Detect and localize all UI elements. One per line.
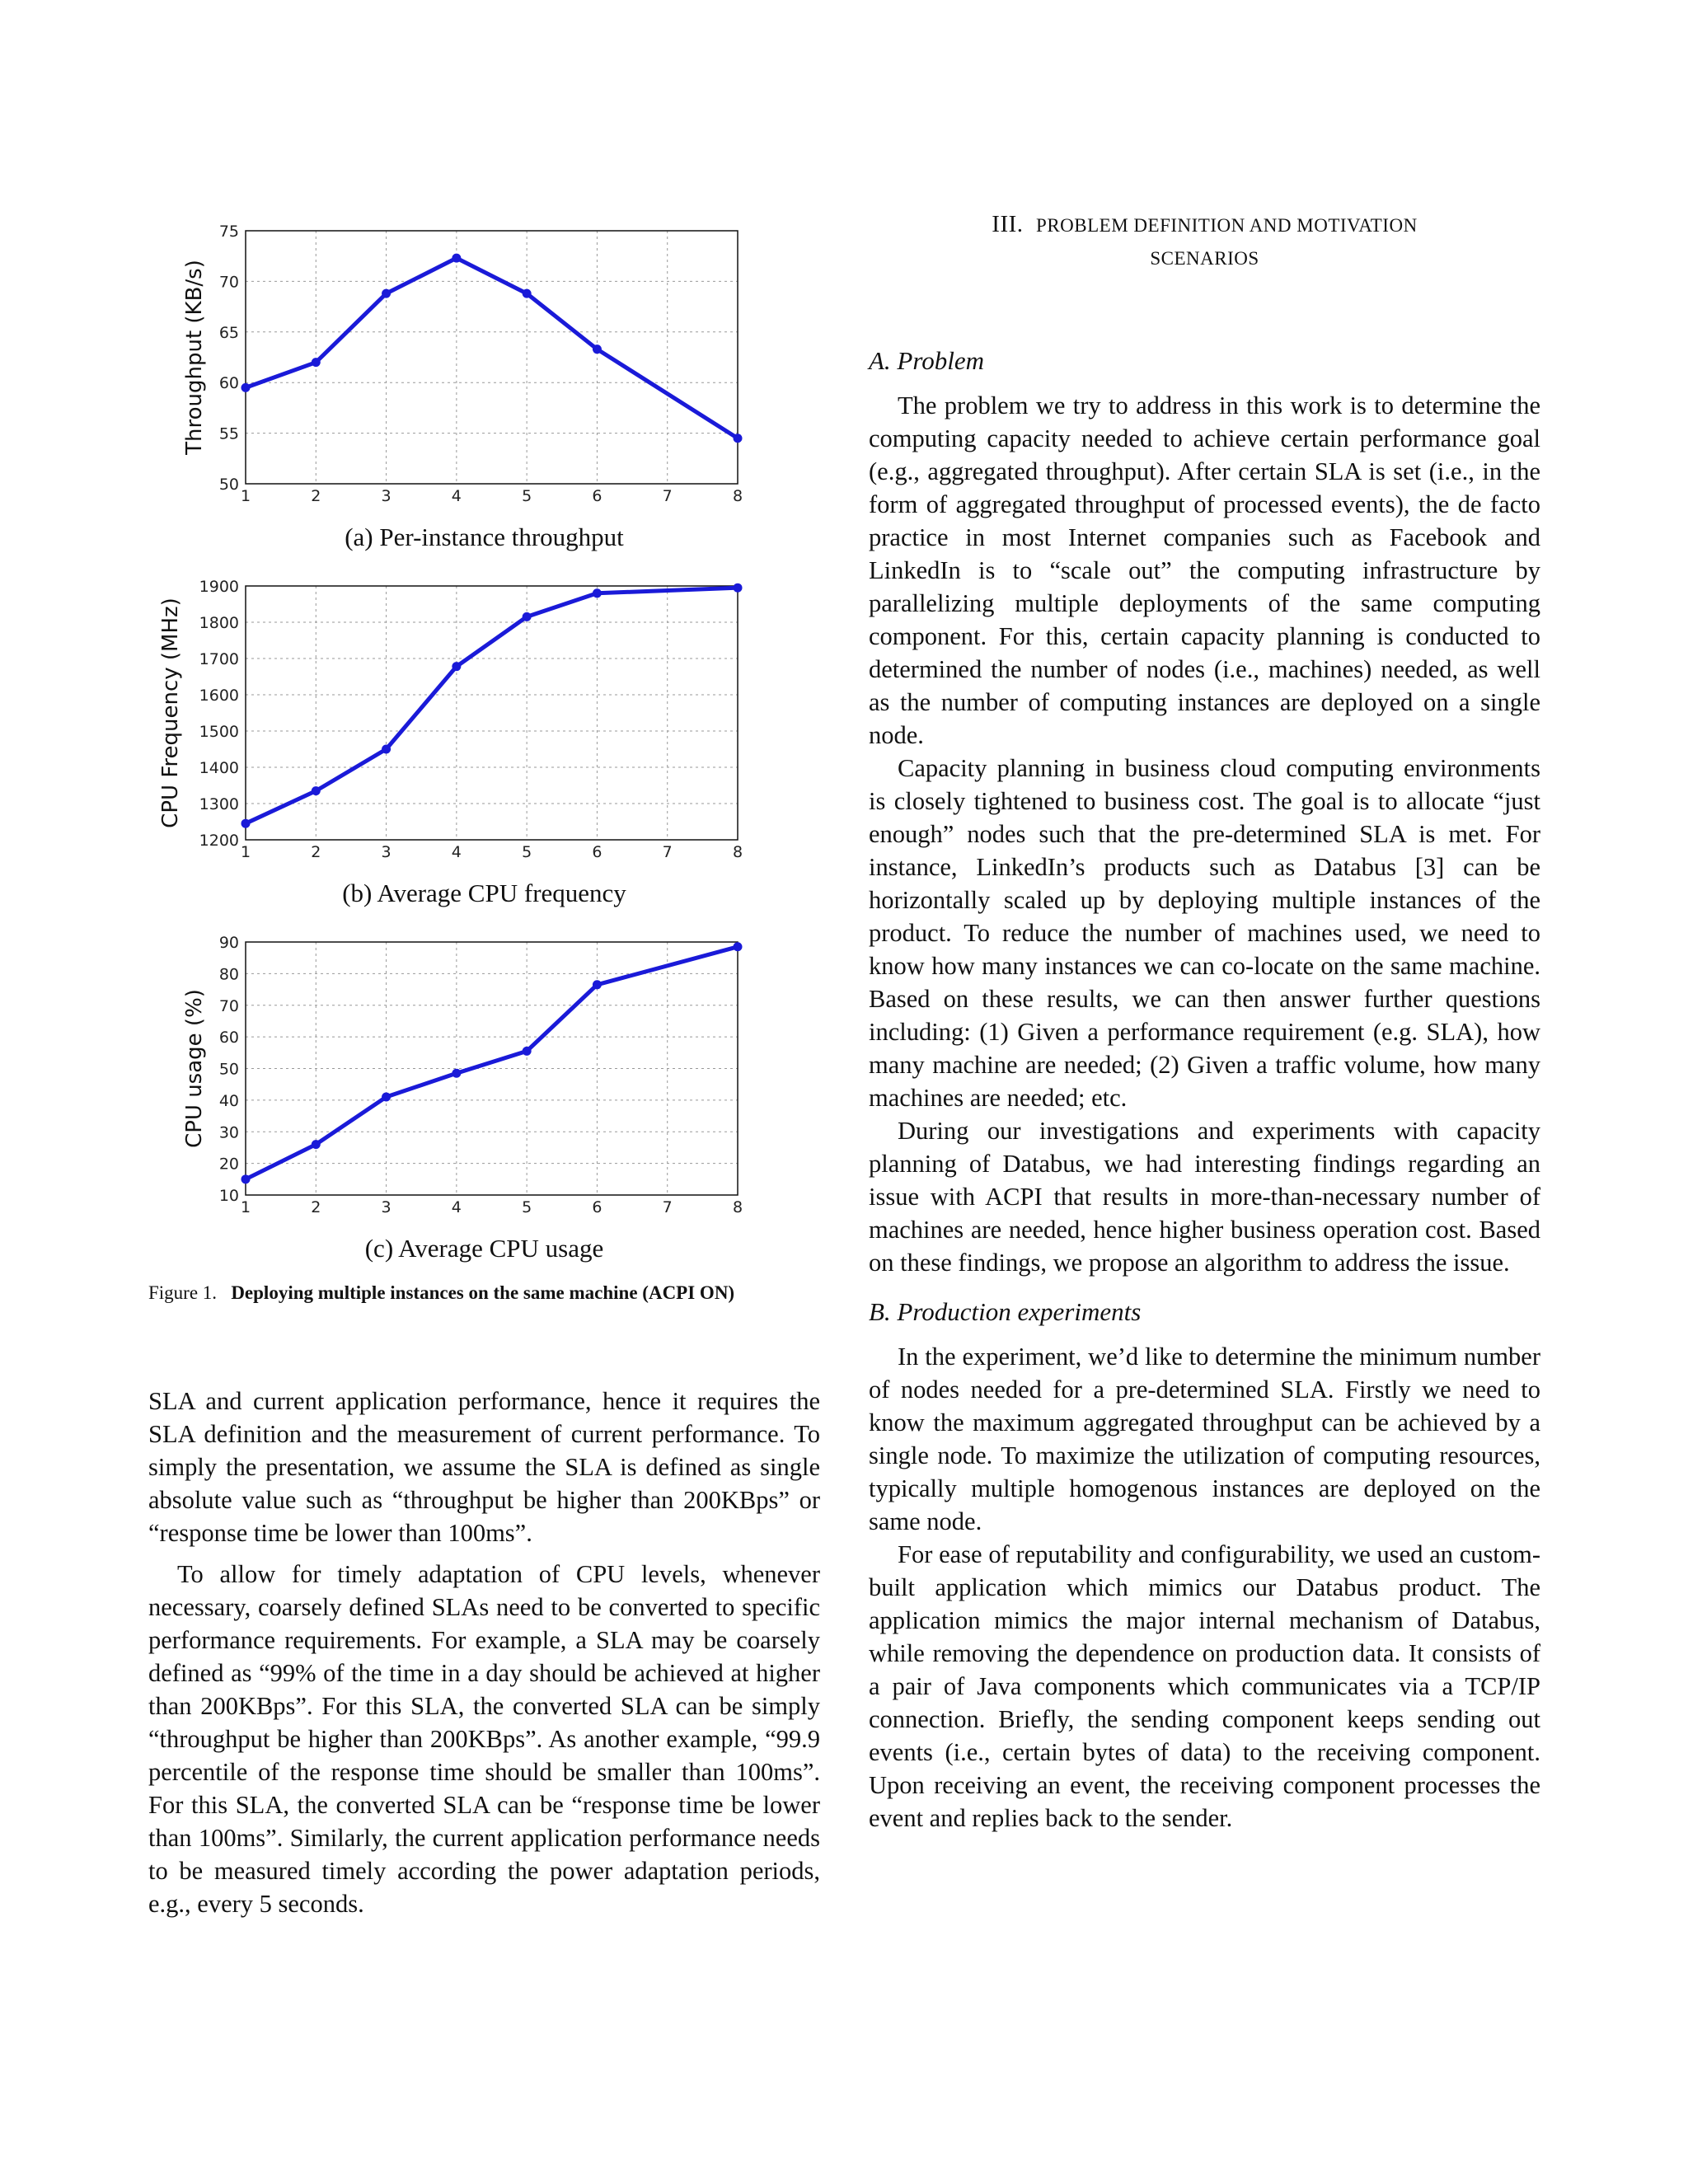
x-tick-label: 8 — [732, 487, 743, 505]
data-point — [593, 344, 602, 354]
data-point — [312, 786, 321, 795]
subcaption-c: (c) Average CPU usage — [364, 1234, 604, 1263]
x-tick-label: 5 — [522, 843, 532, 861]
y-tick-label: 20 — [218, 1155, 239, 1174]
x-tick-label: 8 — [732, 1198, 743, 1216]
data-point — [452, 662, 461, 671]
x-tick-label: 1 — [240, 1198, 251, 1216]
x-tick-label: 8 — [732, 843, 743, 861]
cpu-usage-chart-svg — [148, 927, 820, 1220]
data-point — [382, 289, 391, 298]
section-title-line1: PROBLEM DEFINITION AND MOTIVATION — [1036, 215, 1418, 236]
y-tick-label: 70 — [218, 996, 239, 1015]
subcaption-a: (a) Per-instance throughput — [345, 523, 624, 551]
data-point — [523, 612, 532, 621]
data-point — [523, 1047, 532, 1056]
data-point — [452, 254, 461, 263]
x-tick-label: 4 — [451, 487, 462, 505]
data-point — [241, 1174, 251, 1183]
y-tick-label: 40 — [218, 1091, 239, 1110]
y-tick-label: 10 — [218, 1187, 239, 1205]
section-title — [869, 208, 1540, 275]
x-tick-label: 2 — [311, 1198, 321, 1216]
y-tick-label: 65 — [218, 323, 239, 342]
chart-cpu-usage — [148, 927, 820, 1263]
x-tick-label: 1 — [240, 487, 251, 505]
y-tick-label: 60 — [218, 374, 239, 393]
problem-paragraph-1: The problem we try to address in this work is to determine the computing capacity needed to achieve certain performance goal (e.g., aggregated throughput). After certain SLA is set (i.e., in the form of aggregated throughput of processed events), the de facto practice in most Internet companies such as Facebook and LinkedIn is to “scale out” the computing infrastructure by parallelizing multiple deployments of the same computing component. For this, certain capacity planning is conducted to determined the number of nodes (i.e., machines) needed, as well as the number of computing instances are deployed on a single node. — [869, 391, 1540, 749]
y-tick-label: 50 — [218, 476, 239, 494]
problem-paragraph-3: During our investigations and experiments with capacity planning of Databus, we had interesting findings regarding an issue with ACPI that results in more-than-necessary number of machines are needed, hence higher business operation cost. Based on these findings, we propose an algorithm to address the issue. — [869, 1117, 1540, 1277]
y-tick-label: 70 — [218, 273, 239, 292]
y-tick-label: 1200 — [199, 832, 239, 850]
data-point — [382, 1093, 391, 1102]
data-point — [734, 583, 743, 593]
y-tick-label: 90 — [218, 934, 239, 952]
problem-paragraph-2: Capacity planning in business cloud computing environments is closely tightened to business cost. The goal is to allocate “just enough” nodes such that the pre-determined SLA is met. For instance, LinkedIn’s products such as Databus [3] can be horizontally scaled up by deploying multiple instances of the product. To reduce the number of machines used, we need to know how many instances we can co-locate on the same machine. Based on these results, we can then answer further questions including: (1) Given a performance requirement (e.g. SLA), how many machine are needed; (2) Given a traffic volume, how many machines are needed; etc. — [869, 754, 1540, 1112]
y-axis-label: CPU usage (%) — [182, 989, 207, 1148]
data-point — [241, 819, 251, 828]
y-tick-label: 1900 — [199, 578, 239, 596]
x-tick-label: 6 — [592, 1198, 603, 1216]
experiments-paragraph-2: For ease of reputability and configurability, we used an custom-built application which mimics our Databus product. The application mimics the major internal mechanism of Databus, while removing the dependence on production data. It consists of a pair of Java components which communicates via a TCP/IP connection. Briefly, the sending component keeps sending out events (i.e., certain bytes of data) to the receiving component. Upon receiving an event, the receiving component processes the event and replies back to the sender. — [869, 1540, 1540, 1832]
left-column-text — [148, 1385, 820, 1920]
data-point — [452, 1069, 461, 1078]
data-point — [734, 434, 743, 443]
x-tick-label: 6 — [592, 487, 603, 505]
x-tick-label: 4 — [451, 843, 462, 861]
section-number: III. — [992, 211, 1024, 237]
y-tick-label: 1600 — [199, 687, 239, 705]
subsection-b-heading: B. Production experiments — [869, 1297, 1142, 1326]
y-tick-label: 1700 — [199, 650, 239, 668]
data-point — [312, 358, 321, 367]
chart-throughput — [148, 216, 820, 551]
x-tick-label: 5 — [522, 1198, 532, 1216]
y-tick-label: 1800 — [199, 614, 239, 632]
y-tick-label: 1300 — [199, 795, 239, 813]
y-tick-label: 50 — [218, 1060, 239, 1079]
experiments-paragraph-1: In the experiment, we’d like to determine the minimum number of nodes needed for a pre-determined SLA. Firstly we need to know the maximum aggregated throughput can be achieved by a single node. To maximize the utilization of computing resources, typically multiple homogenous instances are deployed on the same node. — [869, 1343, 1540, 1535]
data-point — [241, 383, 251, 392]
data-point — [593, 980, 602, 989]
left-paragraph-1: SLA and current application performance, hence it requires the SLA definition and the measurement of current performance. To simply the presentation, we assume the SLA is defined as single absolute value such as “throughput be higher than 200KBps” or “response time be lower than 100ms”. — [148, 1387, 820, 1547]
x-tick-label: 3 — [381, 487, 392, 505]
x-tick-label: 3 — [381, 843, 392, 861]
y-axis-label: CPU Frequency (MHz) — [158, 598, 183, 828]
throughput-chart-svg — [148, 216, 820, 505]
y-tick-label: 55 — [218, 424, 239, 443]
data-point — [523, 289, 532, 298]
x-tick-label: 7 — [662, 1198, 673, 1216]
section-title-line2: SCENARIOS — [1150, 248, 1259, 269]
y-tick-label: 80 — [218, 965, 239, 984]
y-axis-label: Throughput (KB/s) — [182, 260, 207, 455]
plot-frame — [246, 942, 738, 1195]
figure-caption-label: Figure 1. — [148, 1282, 218, 1303]
data-point — [312, 1140, 321, 1149]
plot-frame — [246, 586, 738, 840]
x-tick-label: 2 — [311, 843, 321, 861]
x-tick-label: 7 — [662, 843, 673, 861]
x-tick-label: 6 — [592, 843, 603, 861]
y-tick-label: 60 — [218, 1029, 239, 1047]
x-tick-label: 3 — [381, 1198, 392, 1216]
data-point — [593, 588, 602, 598]
left-paragraph-2: To allow for timely adaptation of CPU levels, whenever necessary, coarsely defined SLAs need to be converted to specific performance requirements. For example, a SLA may be coarsely defined as “99% of the time in a day should be achieved at higher than 200KBps”. For this SLA, the converted SLA can be simply “throughput be higher than 200KBps”. As another example, “99.9 percentile of the response time should be smaller than 100ms”. For this SLA, the converted SLA can be “response time be lower than 100ms”. Similarly, the current application performance needs to be measured timely according the power adaptation periods, e.g., every 5 seconds. — [148, 1560, 820, 1918]
chart-cpu-frequency — [148, 572, 820, 907]
y-tick-label: 75 — [218, 223, 239, 241]
data-point — [382, 745, 391, 754]
series-line — [246, 258, 738, 438]
y-tick-label: 30 — [218, 1123, 239, 1142]
data-point — [734, 942, 743, 951]
y-tick-label: 1500 — [199, 723, 239, 741]
x-tick-label: 2 — [311, 487, 321, 505]
x-tick-label: 1 — [240, 843, 251, 861]
y-tick-label: 1400 — [199, 759, 239, 777]
subsection-a-heading: A. Problem — [869, 346, 985, 375]
subcaption-b: (b) Average CPU frequency — [342, 879, 626, 907]
cpu-frequency-chart-svg — [148, 572, 820, 865]
figure-caption — [148, 1280, 820, 1305]
x-tick-label: 4 — [451, 1198, 462, 1216]
figure-caption-text: Deploying multiple instances on the same machine (ACPI ON) — [231, 1282, 735, 1303]
right-column-text — [869, 346, 1540, 1835]
x-tick-label: 5 — [522, 487, 532, 505]
x-tick-label: 7 — [662, 487, 673, 505]
